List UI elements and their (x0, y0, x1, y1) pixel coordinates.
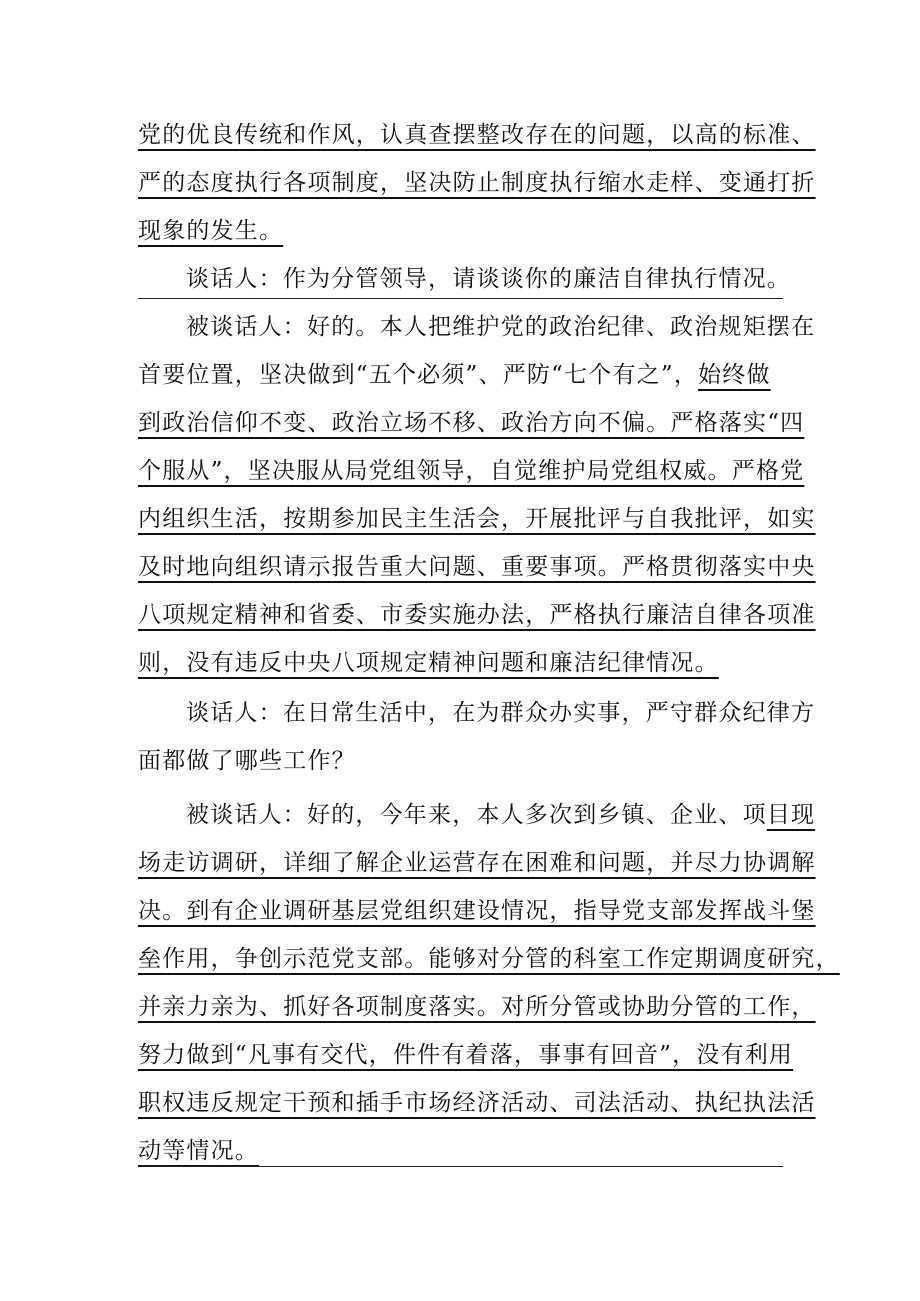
text-line: 决。到有企业调研基层党组织建设情况，指导党支部发挥战斗堡 (138, 898, 816, 924)
text-line: 个服从”，坚决服从局党组领导，自觉维护局党组权威。严格党 (138, 458, 805, 484)
text-line: 则，没有违反中央八项规定精神问题和廉洁纪律情况。 (138, 650, 719, 676)
text-line: 到政治信仰不变、政治立场不移、政治方向不偏。严格落实“四 (138, 410, 805, 436)
underlined-segment: 目现 (766, 802, 816, 828)
text-line: 内组织生活，按期参加民主生活会，开展批评与自我批评，如实 (138, 506, 816, 532)
text-line: 严的态度执行各项制度，坚决防止制度执行缩水走样、变通打折 (138, 170, 816, 196)
text-line: 职权违反规定干预和插手市场经济活动、司法活动、执纪执法活 (138, 1090, 816, 1116)
interviewee-answer: 被谈话人：好的。本人把维护党的政治纪律、政治规矩摆在 (186, 314, 816, 340)
interviewee-answer (186, 792, 815, 838)
text-line: 及时地向组织请示报告重大问题、重要事项。严格贯彻落实中央 (138, 554, 816, 580)
text-line: 场走访调研，详细了解企业运营存在困难和问题，并尽力协调解 (138, 850, 816, 876)
text-segment: 被谈话人：好的，今年来，本人多次到乡镇、企业、项 (186, 802, 767, 828)
text-line: 动等情况。 (138, 1138, 259, 1164)
text-line: 努力做到“凡事有交代，件件有着落，事事有回音”，没有利用 (138, 1042, 794, 1068)
separator-line (138, 298, 783, 299)
text-line: 面都做了哪些工作？ (138, 748, 356, 774)
text-segment: 首要位置，坚决做到“五个必须”、严防“七个有之”， (138, 362, 699, 388)
interviewer-question: 谈话人：作为分管领导，请谈谈你的廉洁自律执行情况。 (186, 266, 791, 292)
text-line: 党的优良传统和作风，认真查摆整改存在的问题，以高的标准、 (138, 122, 816, 148)
text-line: 八项规定精神和省委、市委实施办法，严格执行廉洁自律各项准 (138, 602, 816, 628)
underlined-segment: 始终做 (698, 362, 771, 388)
separator-line (138, 1166, 783, 1167)
text-line: 现象的发生。 (138, 218, 284, 244)
text-line: 并亲力亲为、抓好各项制度落实。对所分管或协助分管的工作， (138, 994, 816, 1020)
text-line (138, 352, 771, 398)
interviewer-question: 谈话人：在日常生活中，在为群众办实事，严守群众纪律方 (186, 700, 816, 726)
text-line: 垒作用，争创示范党支部。能够对分管的科室工作定期调度研究， (138, 946, 840, 972)
